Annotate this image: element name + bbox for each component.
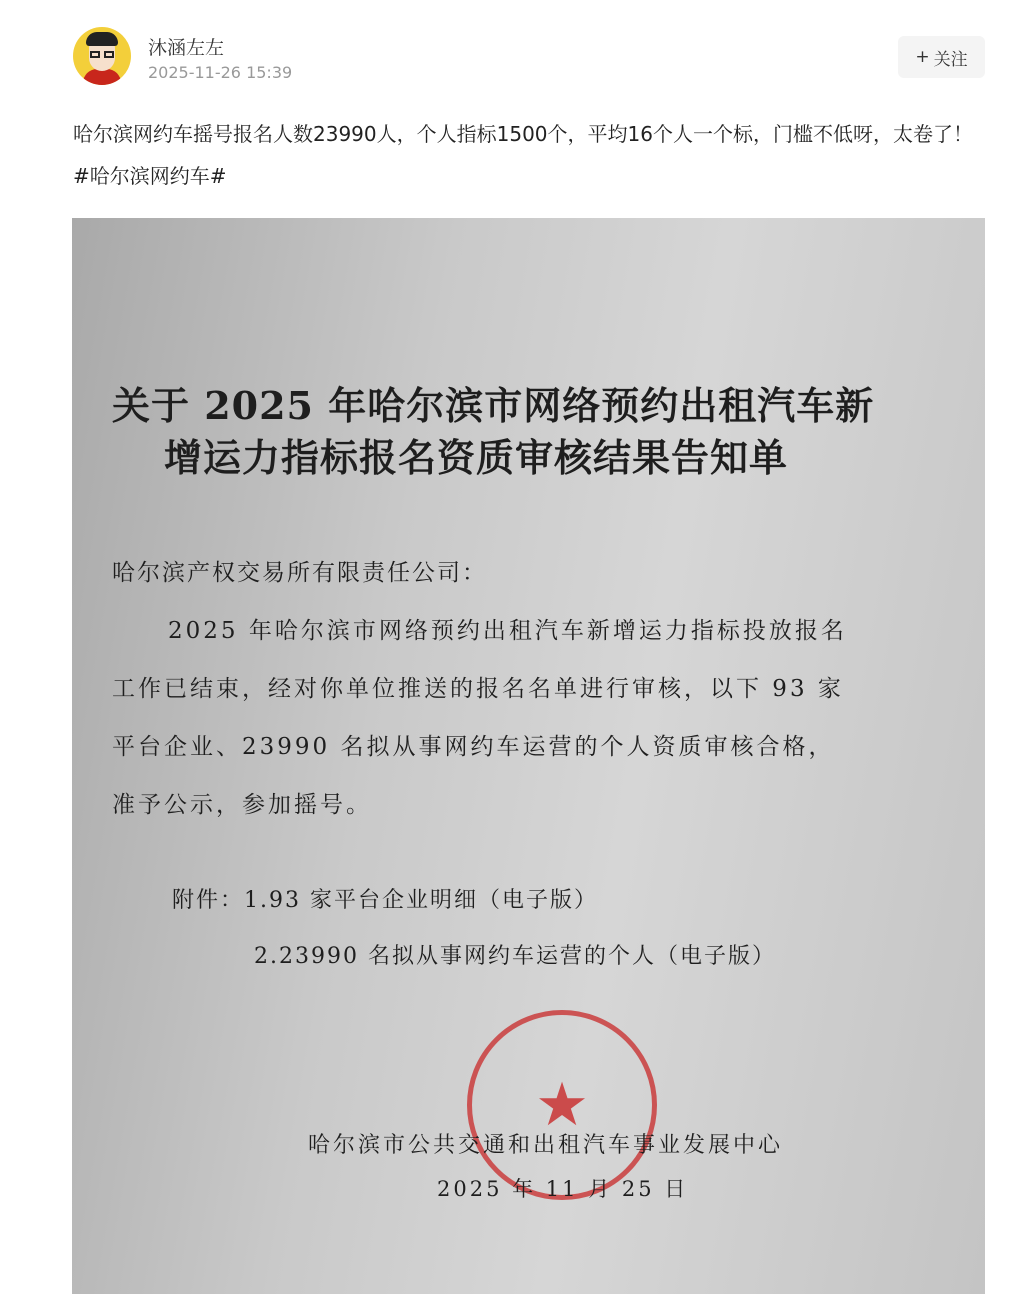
- avatar-body: [83, 69, 121, 85]
- follow-label: 关注: [933, 49, 968, 70]
- document-body: 2025 年哈尔滨市网络预约出租汽车新增运力指标投放报名工作已结束，经对你单位推送的报名名单进行审核，以下 93 家平台企业、23990 名拟从事网约车运营的个人资质审核合格，准予公示，参加摇号。: [112, 618, 847, 818]
- document-addressee: 哈尔滨产权交易所有限责任公司：: [112, 560, 487, 586]
- avatar[interactable]: [73, 27, 131, 85]
- title-line-2: 增运力指标报名资质审核结果告知单: [164, 435, 789, 480]
- document-issuer: 哈尔滨市公共交通和出租汽车事业发展中心: [308, 1133, 784, 1158]
- glasses-icon: [104, 51, 114, 58]
- post-text: 哈尔滨网约车摇号报名人数23990人，个人指标1500个，平均16个人一个标，门槛不低呀，太卷了！#哈尔滨网约车#: [73, 122, 973, 188]
- plus-icon: +: [915, 47, 930, 67]
- document-title: [112, 380, 874, 484]
- post-image[interactable]: [72, 218, 985, 1294]
- glasses-icon: [90, 51, 100, 58]
- attachment-1: 附件：1.93 家平台企业明细（电子版）: [172, 888, 598, 913]
- official-seal-icon: [467, 1010, 657, 1200]
- seal-star: ★: [535, 1070, 589, 1140]
- document-attachments: [172, 873, 776, 985]
- post-timestamp: 2025-11-26 15:39: [148, 63, 293, 82]
- avatar-hair: [86, 32, 118, 46]
- document-date: 2025 年 11 月 25 日: [437, 1177, 689, 1201]
- title-line-1: 关于 2025 年哈尔滨市网络预约出租汽车新: [112, 383, 875, 428]
- attachment-2: 2.23990 名拟从事网约车运营的个人（电子版）: [254, 944, 776, 969]
- author-name[interactable]: 沐涵左左: [148, 37, 225, 59]
- follow-button[interactable]: [898, 36, 985, 78]
